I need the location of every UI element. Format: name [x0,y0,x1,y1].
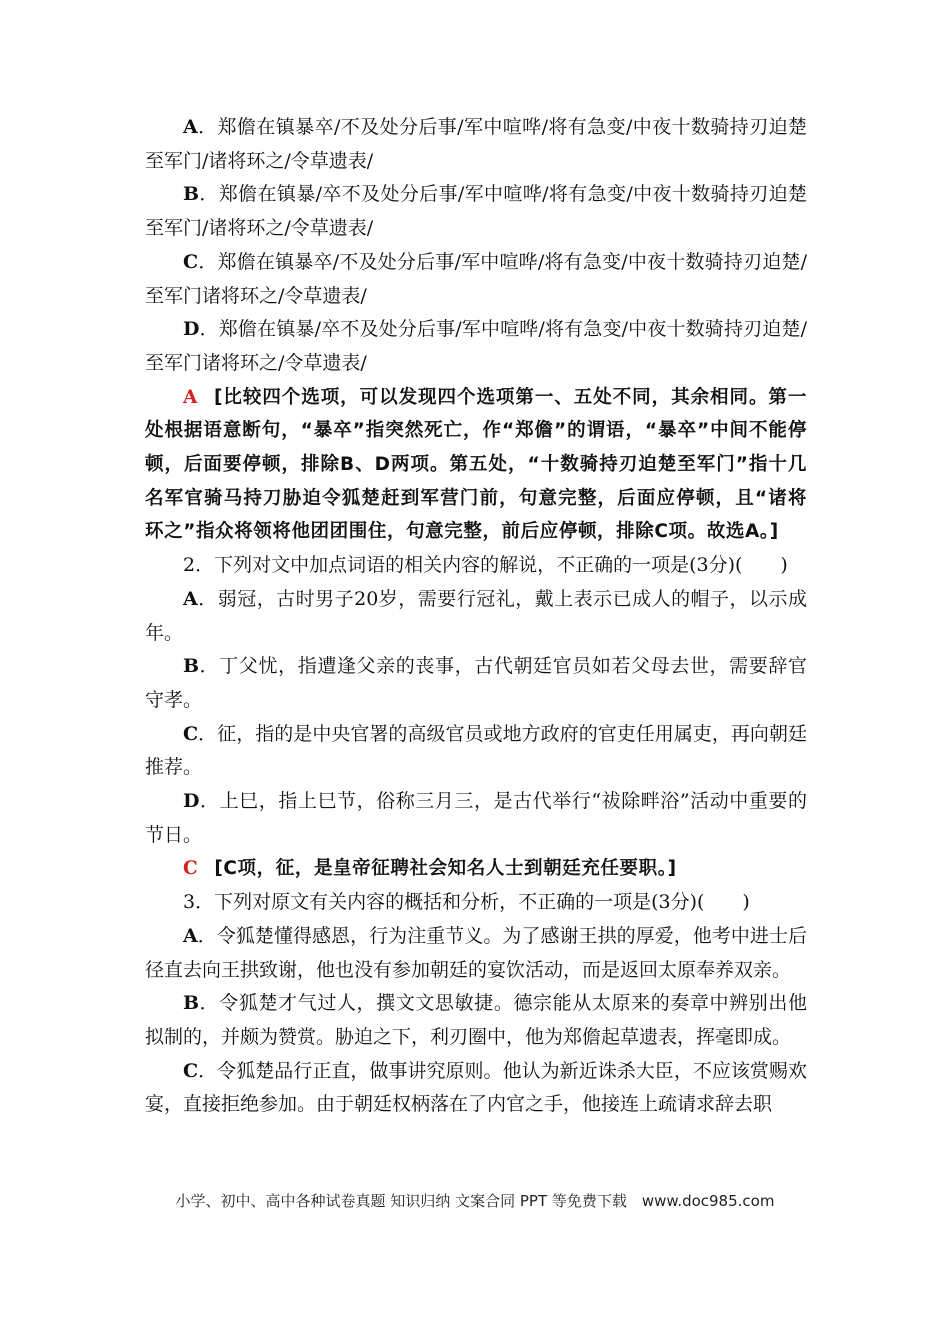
q2-option-d [145,785,807,852]
answer-letter: A [183,386,198,408]
option-text: ．征，指的是中央官署的高级官员或地方政府的官吏任用属吏，再向朝廷推荐。 [145,722,807,779]
option-label: A [183,116,198,138]
q3-option-a [145,920,807,987]
option-text: ．弱冠，古时男子20岁，需要行冠礼，戴上表示已成人的帽子，以示成年。 [145,587,807,644]
q2-option-b [145,650,807,717]
option-label: D [183,790,200,813]
option-text: ．郑儋在镇暴卒/不及处分后事/军中喧哗/将有急变/中夜十数骑持刃迫楚/至军门诸将环之/令草遗表/ [145,250,807,307]
option-label: B [183,183,200,206]
option-text: ．丁父忧，指遭逢父亲的丧事，古代朝廷官员如若父母去世，需要辞官守孝。 [145,655,807,711]
q3-stem: 3．下列对原文有关内容的概括和分析，不正确的一项是(3分)( ) [183,891,750,914]
option-label: C [183,250,199,273]
option-text: ．上巳，指上巳节，俗称三月三，是古代举行“祓除畔浴”活动中重要的节日。 [145,790,807,846]
answer-letter: C [183,858,199,880]
q2-answer [145,852,807,886]
q2-option-c [145,718,807,785]
q2-option-a [145,583,807,650]
option-label: A [183,924,198,947]
option-text: ．郑儋在镇暴/卒不及处分后事/军中喧哗/将有急变/中夜十数骑持刃迫楚至军门/诸将环之/令草遗表/ [145,183,807,240]
q1-option-d [145,313,807,380]
option-label: B [183,655,200,678]
option-label: D [183,318,200,341]
option-text: ．郑儋在镇暴/卒不及处分后事/军中喧哗/将有急变/中夜十数骑持刃迫楚/至军门诸将环之/令草遗表/ [145,318,807,374]
option-label: B [183,992,200,1015]
option-text: ．令狐楚才气过人，撰文文思敏捷。德宗能从太原来的奏章中辨别出他拟制的，并颇为赞赏。胁迫之下，利刃圈中，他为郑儋起草遗表，挥毫即成。 [145,992,807,1048]
q3-option-c [145,1055,807,1122]
option-label: C [183,722,199,745]
option-label: A [183,587,198,610]
q1-answer [145,381,807,550]
q3-option-b [145,987,807,1054]
option-text: ．郑儋在镇暴卒/不及处分后事/军中喧哗/将有急变/中夜十数骑持刃迫楚至军门/诸将环之/令草遗表/ [145,116,807,172]
option-label: C [183,1059,199,1082]
q1-option-a [145,111,807,178]
q1-option-b [145,178,807,245]
question-content [145,111,807,1122]
answer-explanation: [比较四个选项，可以发现四个选项第一、五处不同，其余相同。第一处根据语意断句，“暴卒”指突然死亡，作“郑儋”的谓语，“暴卒”中间不能停顿，后面要停顿，排除B、D两项。第五处，“十数骑持刃迫楚至军门”指十几名军官骑马持刀胁迫令狐楚赶到军营门前，句意完整，后面应停顿，且“诸将环之”指众将领将他团团围住，句意完整，前后应停顿，排除C项。故选A。] [145,386,807,543]
option-text: ．令狐楚品行正直，做事讲究原则。他认为新近诛杀大臣，不应该赏赐欢宴，直接拒绝参加。由于朝廷权柄落在了内官之手，他接连上疏请求辞去职 [145,1059,807,1116]
option-text: ．令狐楚懂得感恩，行为注重节义。为了感谢王拱的厚爱，他考中进士后径直去向王拱致谢，他也没有参加朝廷的宴饮活动，而是返回太原奉养双亲。 [145,924,807,981]
q1-option-c [145,246,807,313]
answer-explanation: [C项，征，是皇帝征聘社会知名人士到朝廷充任要职。] [214,858,677,880]
page-footer: 小学、初中、高中各种试卷真题 知识归纳 文案合同 PPT 等免费下载 www.doc985.com [175,1192,775,1210]
q2-stem: 2．下列对文中加点词语的相关内容的解说，不正确的一项是(3分)( ) [183,554,788,577]
